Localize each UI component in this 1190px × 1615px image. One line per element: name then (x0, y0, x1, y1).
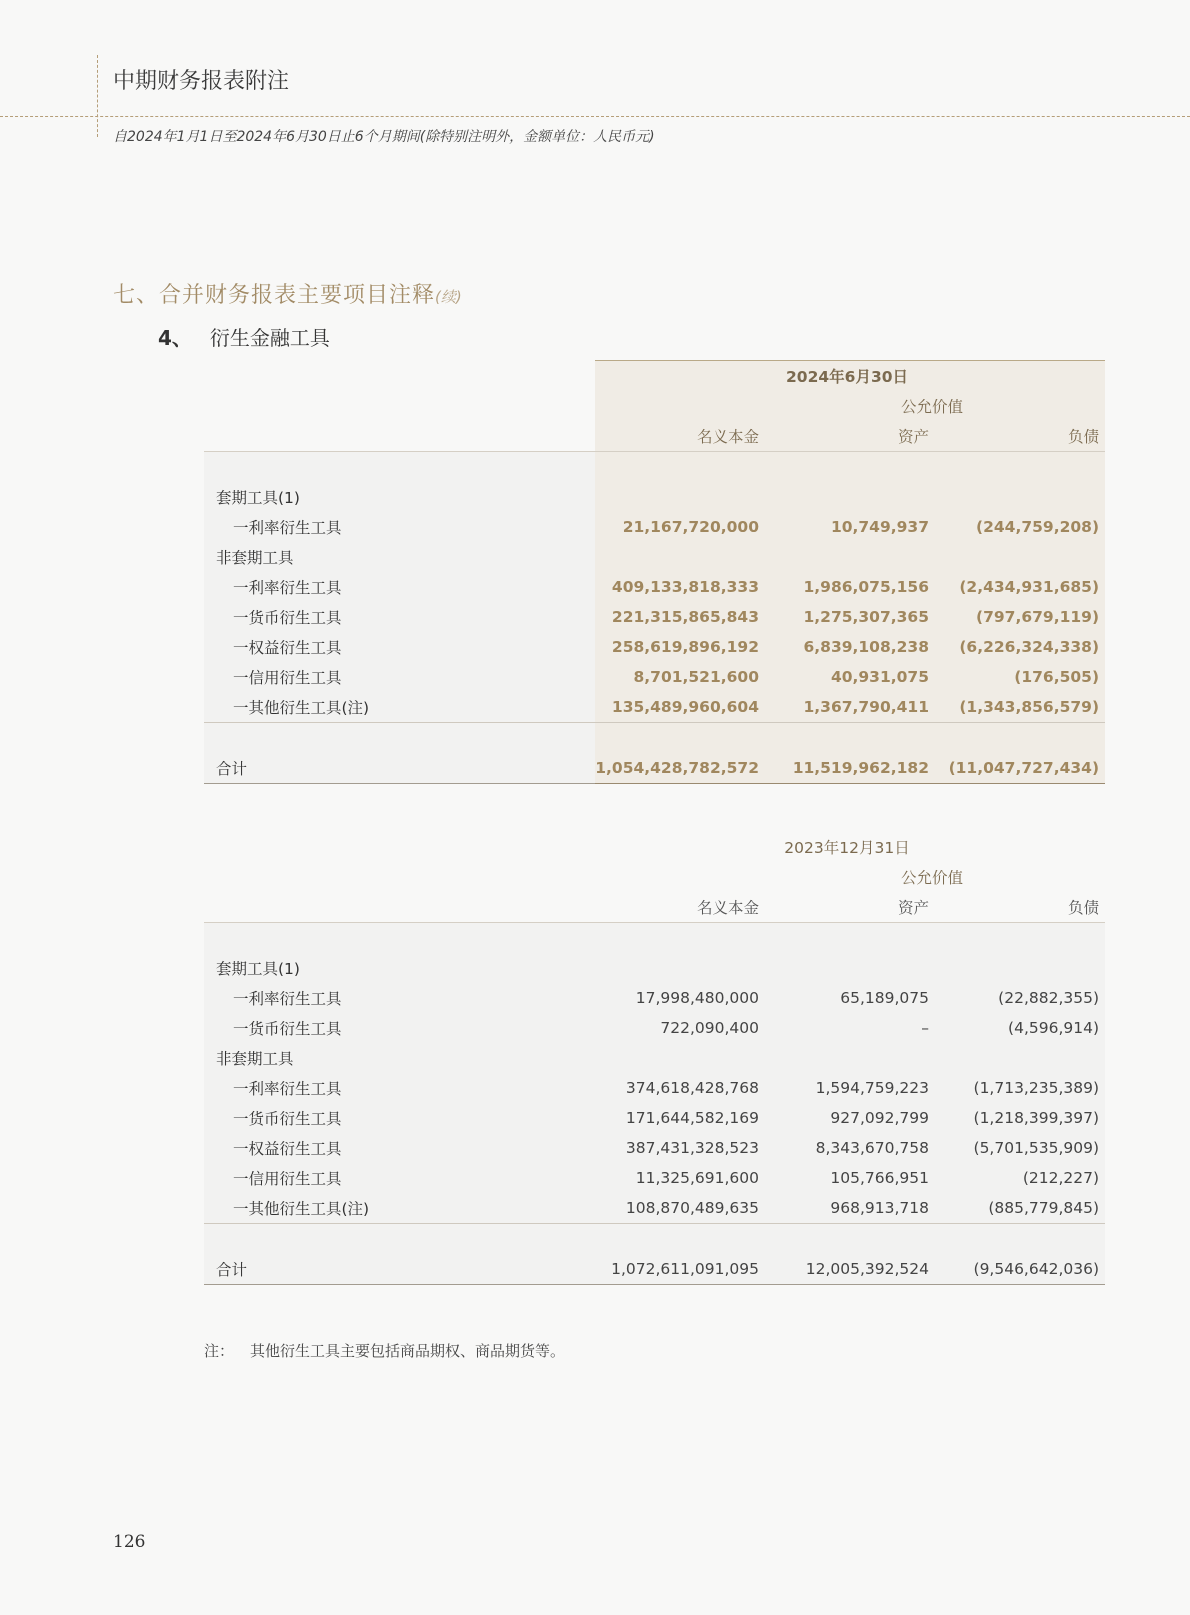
total-label: 合计 (204, 753, 595, 784)
assets-cell (765, 542, 935, 572)
notional-cell (595, 542, 765, 572)
footnote (204, 1340, 565, 1361)
period-heading: 2023年12月31日 (784, 839, 910, 857)
row-label: 套期工具(1) (204, 482, 595, 512)
table-row (204, 983, 1105, 1013)
assets-heading: 资产 (765, 892, 935, 923)
derivatives-table-2023 (204, 832, 1105, 1285)
table-header-row (204, 391, 1105, 421)
row-label: 一权益衍生工具 (204, 632, 595, 662)
liabilities-cell: (885,779,845) (935, 1193, 1105, 1224)
assets-cell: 10,749,937 (765, 512, 935, 542)
liabilities-cell: (4,596,914) (935, 1013, 1105, 1043)
table-row (204, 692, 1105, 723)
header-title: 中期财务报表附注 (113, 69, 290, 94)
header-vertical-rule (97, 55, 98, 137)
notional-cell (595, 1043, 765, 1073)
spacer-row (204, 452, 1105, 483)
row-label: 非套期工具 (204, 1043, 595, 1073)
liabilities-cell: (244,759,208) (935, 512, 1105, 542)
table-row (204, 512, 1105, 542)
section-title (113, 278, 462, 309)
liabilities-cell: (2,434,931,685) (935, 572, 1105, 602)
liabilities-cell: (22,882,355) (935, 983, 1105, 1013)
subsection-title-text: 衍生金融工具 (209, 326, 330, 350)
liabilities-cell: (1,218,399,397) (935, 1103, 1105, 1133)
row-label: 一权益衍生工具 (204, 1133, 595, 1163)
table-row (204, 662, 1105, 692)
derivatives-table-2024 (204, 360, 1105, 784)
section-continued: (续) (435, 288, 462, 306)
row-label: 一其他衍生工具(注) (204, 1193, 595, 1224)
liabilities-cell (935, 542, 1105, 572)
assets-cell: – (765, 1013, 935, 1043)
row-label: 一利率衍生工具 (204, 1073, 595, 1103)
notional-cell: 722,090,400 (595, 1013, 765, 1043)
table-row (204, 1073, 1105, 1103)
spacer-cell (765, 923, 935, 954)
row-label: 一利率衍生工具 (204, 572, 595, 602)
assets-cell: 6,839,108,238 (765, 632, 935, 662)
notional-cell: 21,167,720,000 (595, 512, 765, 542)
footnote-mark: 注： (204, 1342, 235, 1360)
table-row (204, 482, 1105, 512)
table-header-row (204, 892, 1105, 923)
section-title-text: 七、合并财务报表主要项目注释 (113, 283, 436, 308)
row-label: 一其他衍生工具(注) (204, 692, 595, 723)
liabilities-cell: (176,505) (935, 662, 1105, 692)
spacer-cell (935, 923, 1105, 954)
subsection-title (158, 322, 330, 351)
notional-cell (595, 482, 765, 512)
table-row (204, 542, 1105, 572)
table-row (204, 602, 1105, 632)
spacer-cell (765, 723, 935, 754)
spacer-cell (595, 923, 765, 954)
assets-cell: 1,594,759,223 (765, 1073, 935, 1103)
table-row (204, 572, 1105, 602)
table-row (204, 632, 1105, 662)
row-label: 套期工具(1) (204, 953, 595, 983)
table-row (204, 1163, 1105, 1193)
notional-cell (595, 953, 765, 983)
assets-cell: 927,092,799 (765, 1103, 935, 1133)
liabilities-heading: 负债 (935, 892, 1105, 923)
assets-cell: 65,189,075 (765, 983, 935, 1013)
assets-cell: 968,913,718 (765, 1193, 935, 1224)
row-label: 一利率衍生工具 (204, 512, 595, 542)
spacer-cell (935, 723, 1105, 754)
spacer-cell (204, 723, 595, 754)
period-heading: 2024年6月30日 (595, 361, 1105, 392)
spacer-cell (935, 452, 1105, 483)
spacer-row (204, 923, 1105, 954)
liabilities-cell: (6,226,324,338) (935, 632, 1105, 662)
notional-cell: 17,998,480,000 (595, 983, 765, 1013)
spacer-cell (765, 452, 935, 483)
fair-value-heading: 公允价值 (765, 391, 1105, 421)
assets-cell: 1,275,307,365 (765, 602, 935, 632)
total-assets: 11,519,962,182 (765, 753, 935, 784)
notional-cell: 409,133,818,333 (595, 572, 765, 602)
spacer-cell (204, 452, 595, 483)
assets-cell: 8,343,670,758 (765, 1133, 935, 1163)
subsection-number: 4、 (158, 326, 192, 350)
notional-heading: 名义本金 (595, 421, 765, 452)
assets-cell: 1,367,790,411 (765, 692, 935, 723)
spacer-cell (595, 1224, 765, 1255)
table-row (204, 1043, 1105, 1073)
table-row (204, 1103, 1105, 1133)
notional-cell: 171,644,582,169 (595, 1103, 765, 1133)
table-row (204, 1013, 1105, 1043)
assets-cell (765, 482, 935, 512)
notional-cell: 387,431,328,523 (595, 1133, 765, 1163)
row-label: 一信用衍生工具 (204, 1163, 595, 1193)
spacer-cell (595, 452, 765, 483)
spacer-cell (204, 923, 595, 954)
assets-cell (765, 953, 935, 983)
table-header-row (204, 421, 1105, 452)
assets-heading: 资产 (765, 421, 935, 452)
notional-heading: 名义本金 (595, 892, 765, 923)
liabilities-cell (935, 1043, 1105, 1073)
notional-cell: 221,315,865,843 (595, 602, 765, 632)
row-label: 一货币衍生工具 (204, 1103, 595, 1133)
table-header-row (204, 832, 1105, 862)
table-row (204, 1193, 1105, 1224)
total-notional: 1,054,428,782,572 (595, 753, 765, 784)
header-subtitle: 自2024年1月1日至2024年6月30日止6个月期间(除特别注明外，金额单位：人民币元) (113, 129, 655, 145)
row-label: 一货币衍生工具 (204, 1013, 595, 1043)
notional-cell: 374,618,428,768 (595, 1073, 765, 1103)
total-assets: 12,005,392,524 (765, 1254, 935, 1285)
liabilities-cell (935, 953, 1105, 983)
page-number: 126 (113, 1532, 146, 1552)
total-row (204, 1254, 1105, 1285)
total-notional: 1,072,611,091,095 (595, 1254, 765, 1285)
liabilities-cell: (797,679,119) (935, 602, 1105, 632)
notional-cell: 11,325,691,600 (595, 1163, 765, 1193)
spacer-cell (765, 1224, 935, 1255)
spacer-cell (204, 1224, 595, 1255)
notional-cell: 8,701,521,600 (595, 662, 765, 692)
liabilities-cell: (212,227) (935, 1163, 1105, 1193)
notional-cell: 108,870,489,635 (595, 1193, 765, 1224)
footnote-text: 其他衍生工具主要包括商品期权、商品期货等。 (250, 1342, 566, 1360)
total-liabilities: (9,546,642,036) (935, 1254, 1105, 1285)
row-label: 一信用衍生工具 (204, 662, 595, 692)
spacer-row (204, 1224, 1105, 1255)
row-label: 一利率衍生工具 (204, 983, 595, 1013)
liabilities-heading: 负债 (935, 421, 1105, 452)
table-header-row (204, 862, 1105, 892)
spacer-cell (935, 1224, 1105, 1255)
spacer-cell (595, 723, 765, 754)
table-row (204, 1133, 1105, 1163)
liabilities-cell (935, 482, 1105, 512)
notional-cell: 135,489,960,604 (595, 692, 765, 723)
row-label: 非套期工具 (204, 542, 595, 572)
table-row (204, 953, 1105, 983)
assets-cell: 40,931,075 (765, 662, 935, 692)
table-header-row (204, 361, 1105, 392)
total-liabilities: (11,047,727,434) (935, 753, 1105, 784)
spacer-row (204, 723, 1105, 754)
total-label: 合计 (204, 1254, 595, 1285)
liabilities-cell: (5,701,535,909) (935, 1133, 1105, 1163)
liabilities-cell: (1,713,235,389) (935, 1073, 1105, 1103)
fair-value-heading: 公允价值 (901, 869, 964, 887)
row-label: 一货币衍生工具 (204, 602, 595, 632)
assets-cell: 105,766,951 (765, 1163, 935, 1193)
notional-cell: 258,619,896,192 (595, 632, 765, 662)
liabilities-cell: (1,343,856,579) (935, 692, 1105, 723)
header-horizontal-rule (0, 116, 1190, 117)
total-row (204, 753, 1105, 784)
assets-cell (765, 1043, 935, 1073)
assets-cell: 1,986,075,156 (765, 572, 935, 602)
